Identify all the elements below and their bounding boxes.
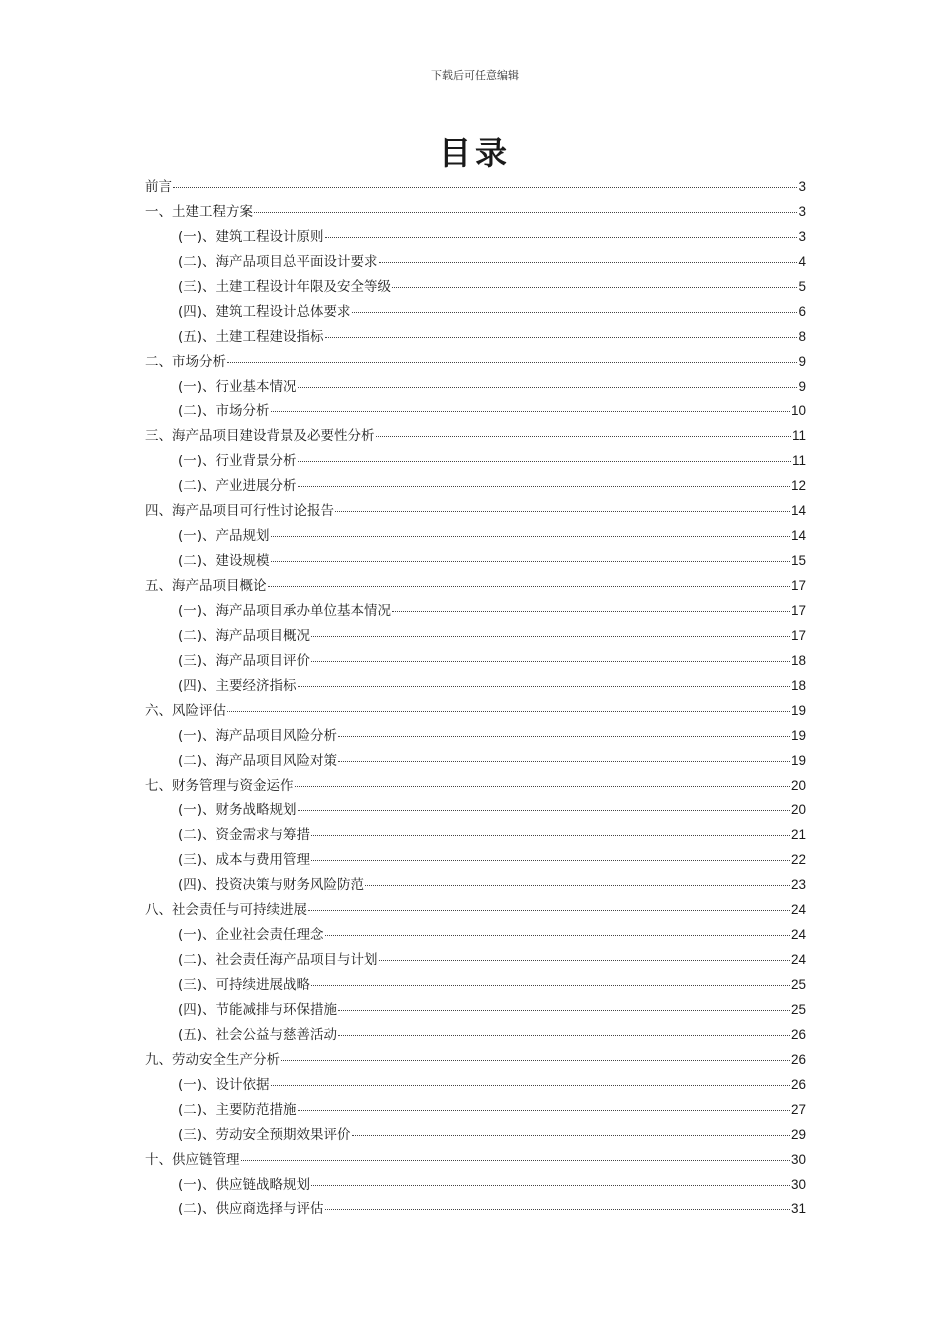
toc-entry-page-number: 4 xyxy=(798,253,806,269)
toc-dot-leader xyxy=(311,860,790,861)
toc-entry-page-number: 3 xyxy=(798,203,806,219)
toc-entry-page-number: 9 xyxy=(798,378,806,394)
toc-entry-page-number: 19 xyxy=(790,752,806,768)
toc-entry-title: (二)、海产品项目风险对策 xyxy=(178,752,338,769)
toc-entry-page-number: 17 xyxy=(790,627,806,643)
toc-entry-page-number: 10 xyxy=(790,403,806,419)
toc-dot-leader xyxy=(325,237,798,238)
toc-entry-page-number: 15 xyxy=(790,553,806,569)
toc-entry-page-number: 6 xyxy=(798,303,806,319)
toc-dot-leader xyxy=(271,536,790,537)
toc-entry-title: (四)、主要经济指标 xyxy=(178,677,297,694)
toc-entry[interactable] xyxy=(145,724,806,749)
toc-entry[interactable] xyxy=(145,1098,806,1123)
toc-dot-leader xyxy=(311,661,790,662)
toc-entry[interactable] xyxy=(145,225,806,250)
toc-entry[interactable] xyxy=(145,499,806,524)
toc-dot-leader xyxy=(227,711,790,712)
toc-dot-leader xyxy=(379,262,798,263)
toc-entry-page-number: 20 xyxy=(790,802,806,818)
toc-entry-title: (一)、财务战略规划 xyxy=(178,802,297,819)
toc-entry-page-number: 26 xyxy=(790,1076,806,1092)
toc-entry-title: (五)、社会公益与慈善活动 xyxy=(178,1026,338,1043)
toc-entry-title: 前言 xyxy=(145,179,172,195)
toc-entry-title: (三)、可持续进展战略 xyxy=(178,977,311,993)
toc-entry-title: (二)、产业进展分析 xyxy=(178,478,297,495)
toc-entry-page-number: 26 xyxy=(790,1051,806,1067)
toc-entry[interactable] xyxy=(145,848,806,873)
toc-entry-page-number: 3 xyxy=(798,228,806,244)
page-header: 下载后可任意编辑 xyxy=(431,69,519,82)
toc-entry[interactable] xyxy=(145,973,806,998)
toc-entry-title: (二)、供应商选择与评估 xyxy=(178,1201,324,1218)
toc-entry[interactable] xyxy=(145,200,806,225)
toc-entry-title: 八、社会责任与可持续进展 xyxy=(145,902,307,919)
toc-dot-leader xyxy=(311,835,790,836)
toc-entry[interactable] xyxy=(145,1173,806,1198)
toc-entry-title: (三)、劳动安全预期效果评价 xyxy=(178,1126,351,1143)
toc-entry-title: 一、土建工程方案 xyxy=(145,203,253,220)
toc-entry-page-number: 14 xyxy=(790,528,806,544)
toc-entry-title: 七、财务管理与资金运作 xyxy=(145,777,294,794)
toc-dot-leader xyxy=(254,212,797,213)
toc-dot-leader xyxy=(298,1110,790,1111)
toc-entry-title: (五)、土建工程建设指标 xyxy=(178,328,324,345)
toc-entry[interactable] xyxy=(145,1197,806,1222)
toc-entry[interactable] xyxy=(145,873,806,898)
toc-dot-leader xyxy=(311,1185,790,1186)
toc-dot-leader xyxy=(325,935,790,936)
toc-entry[interactable] xyxy=(145,275,806,300)
toc-dot-leader xyxy=(335,511,790,512)
toc-entry[interactable] xyxy=(145,774,806,799)
toc-entry-title: (二)、社会责任海产品项目与计划 xyxy=(178,952,378,969)
toc-entry-page-number: 26 xyxy=(790,1026,806,1042)
toc-entry-title: (一)、海产品项目承办单位基本情况 xyxy=(178,602,392,619)
toc-entry-title: (二)、建设规模 xyxy=(178,553,270,570)
toc-entry-title: (二)、市场分析 xyxy=(178,403,270,420)
toc-entry[interactable] xyxy=(145,325,806,350)
toc-dot-leader xyxy=(173,187,797,188)
toc-entry-title: 九、劳动安全生产分析 xyxy=(145,1051,280,1068)
toc-entry[interactable] xyxy=(145,549,806,574)
toc-entry-title: (一)、行业背景分析 xyxy=(178,453,297,470)
toc-entry-page-number: 18 xyxy=(790,652,806,668)
toc-entry-title: (二)、海产品项目总平面设计要求 xyxy=(178,253,378,270)
toc-entry-page-number: 27 xyxy=(790,1101,806,1117)
toc-entry[interactable] xyxy=(145,599,806,624)
toc-dot-leader xyxy=(379,960,790,961)
toc-dot-leader xyxy=(338,1035,790,1036)
toc-entry[interactable] xyxy=(145,649,806,674)
page-title: 目录 xyxy=(438,134,511,172)
toc-entry[interactable] xyxy=(145,524,806,549)
toc-entry-title: (四)、建筑工程设计总体要求 xyxy=(178,303,351,320)
toc-entry-title: (二)、海产品项目概况 xyxy=(178,627,311,644)
toc-dot-leader xyxy=(268,586,790,587)
toc-dot-leader xyxy=(365,885,790,886)
toc-entry[interactable] xyxy=(145,350,806,375)
toc-entry-page-number: 24 xyxy=(790,902,806,918)
toc-entry-page-number: 24 xyxy=(790,927,806,943)
toc-entry[interactable] xyxy=(145,1048,806,1073)
toc-dot-leader xyxy=(271,1085,790,1086)
toc-entry-title: (一)、产品规划 xyxy=(178,528,270,545)
toc-dot-leader xyxy=(392,287,797,288)
toc-dot-leader xyxy=(352,312,798,313)
toc-entry-page-number: 8 xyxy=(798,328,806,344)
toc-entry[interactable] xyxy=(145,424,806,449)
toc-entry-page-number: 24 xyxy=(790,952,806,968)
toc-dot-leader xyxy=(241,1160,790,1161)
toc-entry-page-number: 30 xyxy=(790,1151,806,1167)
toc-entry-page-number: 17 xyxy=(790,602,806,618)
toc-entry-title: (二)、主要防范措施 xyxy=(178,1101,297,1118)
toc-entry-title: (一)、供应链战略规划 xyxy=(178,1176,311,1193)
toc-dot-leader xyxy=(298,686,790,687)
toc-entry-title: (一)、设计依据 xyxy=(178,1076,270,1093)
toc-entry[interactable] xyxy=(145,175,806,200)
toc-dot-leader xyxy=(271,561,790,562)
toc-entry-title: 四、海产品项目可行性讨论报告 xyxy=(145,503,334,520)
toc-dot-leader xyxy=(392,611,790,612)
toc-entry[interactable] xyxy=(145,699,806,724)
toc-entry-page-number: 21 xyxy=(790,827,806,843)
toc-entry-title: (一)、海产品项目风险分析 xyxy=(178,727,338,744)
toc-entry-title: (三)、海产品项目评价 xyxy=(178,652,311,669)
toc-dot-leader xyxy=(325,337,798,338)
toc-dot-leader xyxy=(308,910,790,911)
toc-entry-title: (四)、投资决策与财务风险防范 xyxy=(178,877,365,894)
toc-dot-leader xyxy=(281,1060,790,1061)
toc-entry[interactable] xyxy=(145,624,806,649)
toc-dot-leader xyxy=(295,786,790,787)
toc-entry-page-number: 19 xyxy=(790,727,806,743)
toc-dot-leader xyxy=(338,761,790,762)
toc-entry[interactable] xyxy=(145,798,806,823)
toc-entry-page-number: 17 xyxy=(790,578,806,593)
toc-entry-page-number: 30 xyxy=(790,1176,806,1192)
toc-entry-title: 二、市场分析 xyxy=(145,353,226,370)
toc-entry[interactable] xyxy=(145,1123,806,1148)
toc-dot-leader xyxy=(298,810,790,811)
toc-entry[interactable] xyxy=(145,1073,806,1098)
toc-entry[interactable] xyxy=(145,749,806,774)
toc-entry-page-number: 11 xyxy=(791,453,806,469)
toc-entry[interactable] xyxy=(145,898,806,923)
toc-dot-leader xyxy=(298,486,790,487)
table-of-contents xyxy=(145,175,806,1222)
toc-entry-title: (一)、建筑工程设计原则 xyxy=(178,228,324,245)
toc-entry-page-number: 31 xyxy=(790,1201,806,1217)
toc-entry-page-number: 22 xyxy=(790,852,806,868)
toc-dot-leader xyxy=(271,411,790,412)
toc-entry-title: (二)、资金需求与筹措 xyxy=(178,827,311,844)
toc-entry[interactable] xyxy=(145,674,806,699)
toc-dot-leader xyxy=(338,736,790,737)
toc-entry[interactable] xyxy=(145,474,806,499)
toc-entry-title: (一)、行业基本情况 xyxy=(178,378,297,395)
toc-entry[interactable] xyxy=(145,399,806,424)
toc-entry-page-number: 12 xyxy=(790,478,806,494)
toc-entry-page-number: 25 xyxy=(790,1001,806,1017)
toc-dot-leader xyxy=(298,387,798,388)
toc-entry[interactable] xyxy=(145,300,806,325)
toc-dot-leader xyxy=(298,461,791,462)
toc-entry[interactable] xyxy=(145,998,806,1023)
toc-entry-page-number: 5 xyxy=(798,278,806,294)
toc-entry-page-number: 29 xyxy=(790,1126,806,1142)
toc-entry-page-number: 19 xyxy=(790,702,806,718)
toc-entry-title: (四)、节能减排与环保措施 xyxy=(178,1001,338,1018)
toc-entry-page-number: 14 xyxy=(790,503,806,519)
toc-dot-leader xyxy=(325,1209,790,1210)
toc-entry[interactable] xyxy=(145,1023,806,1048)
toc-entry[interactable] xyxy=(145,250,806,275)
toc-dot-leader xyxy=(376,436,791,437)
toc-entry-title: 六、风险评估 xyxy=(145,702,226,719)
toc-entry[interactable] xyxy=(145,574,806,599)
toc-dot-leader xyxy=(338,1010,790,1011)
toc-entry[interactable] xyxy=(145,923,806,948)
toc-entry[interactable] xyxy=(145,1148,806,1173)
toc-dot-leader xyxy=(227,362,797,363)
toc-entry-title: 五、海产品项目概论 xyxy=(145,578,267,594)
toc-entry-title: (一)、企业社会责任理念 xyxy=(178,927,324,944)
toc-entry[interactable] xyxy=(145,948,806,973)
toc-entry-title: (三)、成本与费用管理 xyxy=(178,852,311,869)
toc-entry-page-number: 11 xyxy=(791,428,806,444)
toc-entry-page-number: 23 xyxy=(790,877,806,893)
toc-entry[interactable] xyxy=(145,823,806,848)
toc-dot-leader xyxy=(352,1135,790,1136)
toc-dot-leader xyxy=(311,636,790,637)
toc-entry-page-number: 20 xyxy=(790,777,806,793)
toc-entry-page-number: 18 xyxy=(790,677,806,693)
toc-entry-page-number: 3 xyxy=(798,179,806,194)
toc-entry[interactable] xyxy=(145,375,806,400)
toc-entry-title: 十、供应链管理 xyxy=(145,1151,240,1168)
toc-entry-page-number: 9 xyxy=(798,353,806,369)
toc-dot-leader xyxy=(311,985,790,986)
toc-entry-page-number: 25 xyxy=(790,977,806,992)
toc-entry-title: (三)、土建工程设计年限及安全等级 xyxy=(178,278,392,295)
toc-entry[interactable] xyxy=(145,449,806,474)
toc-entry-title: 三、海产品项目建设背景及必要性分析 xyxy=(145,428,375,445)
